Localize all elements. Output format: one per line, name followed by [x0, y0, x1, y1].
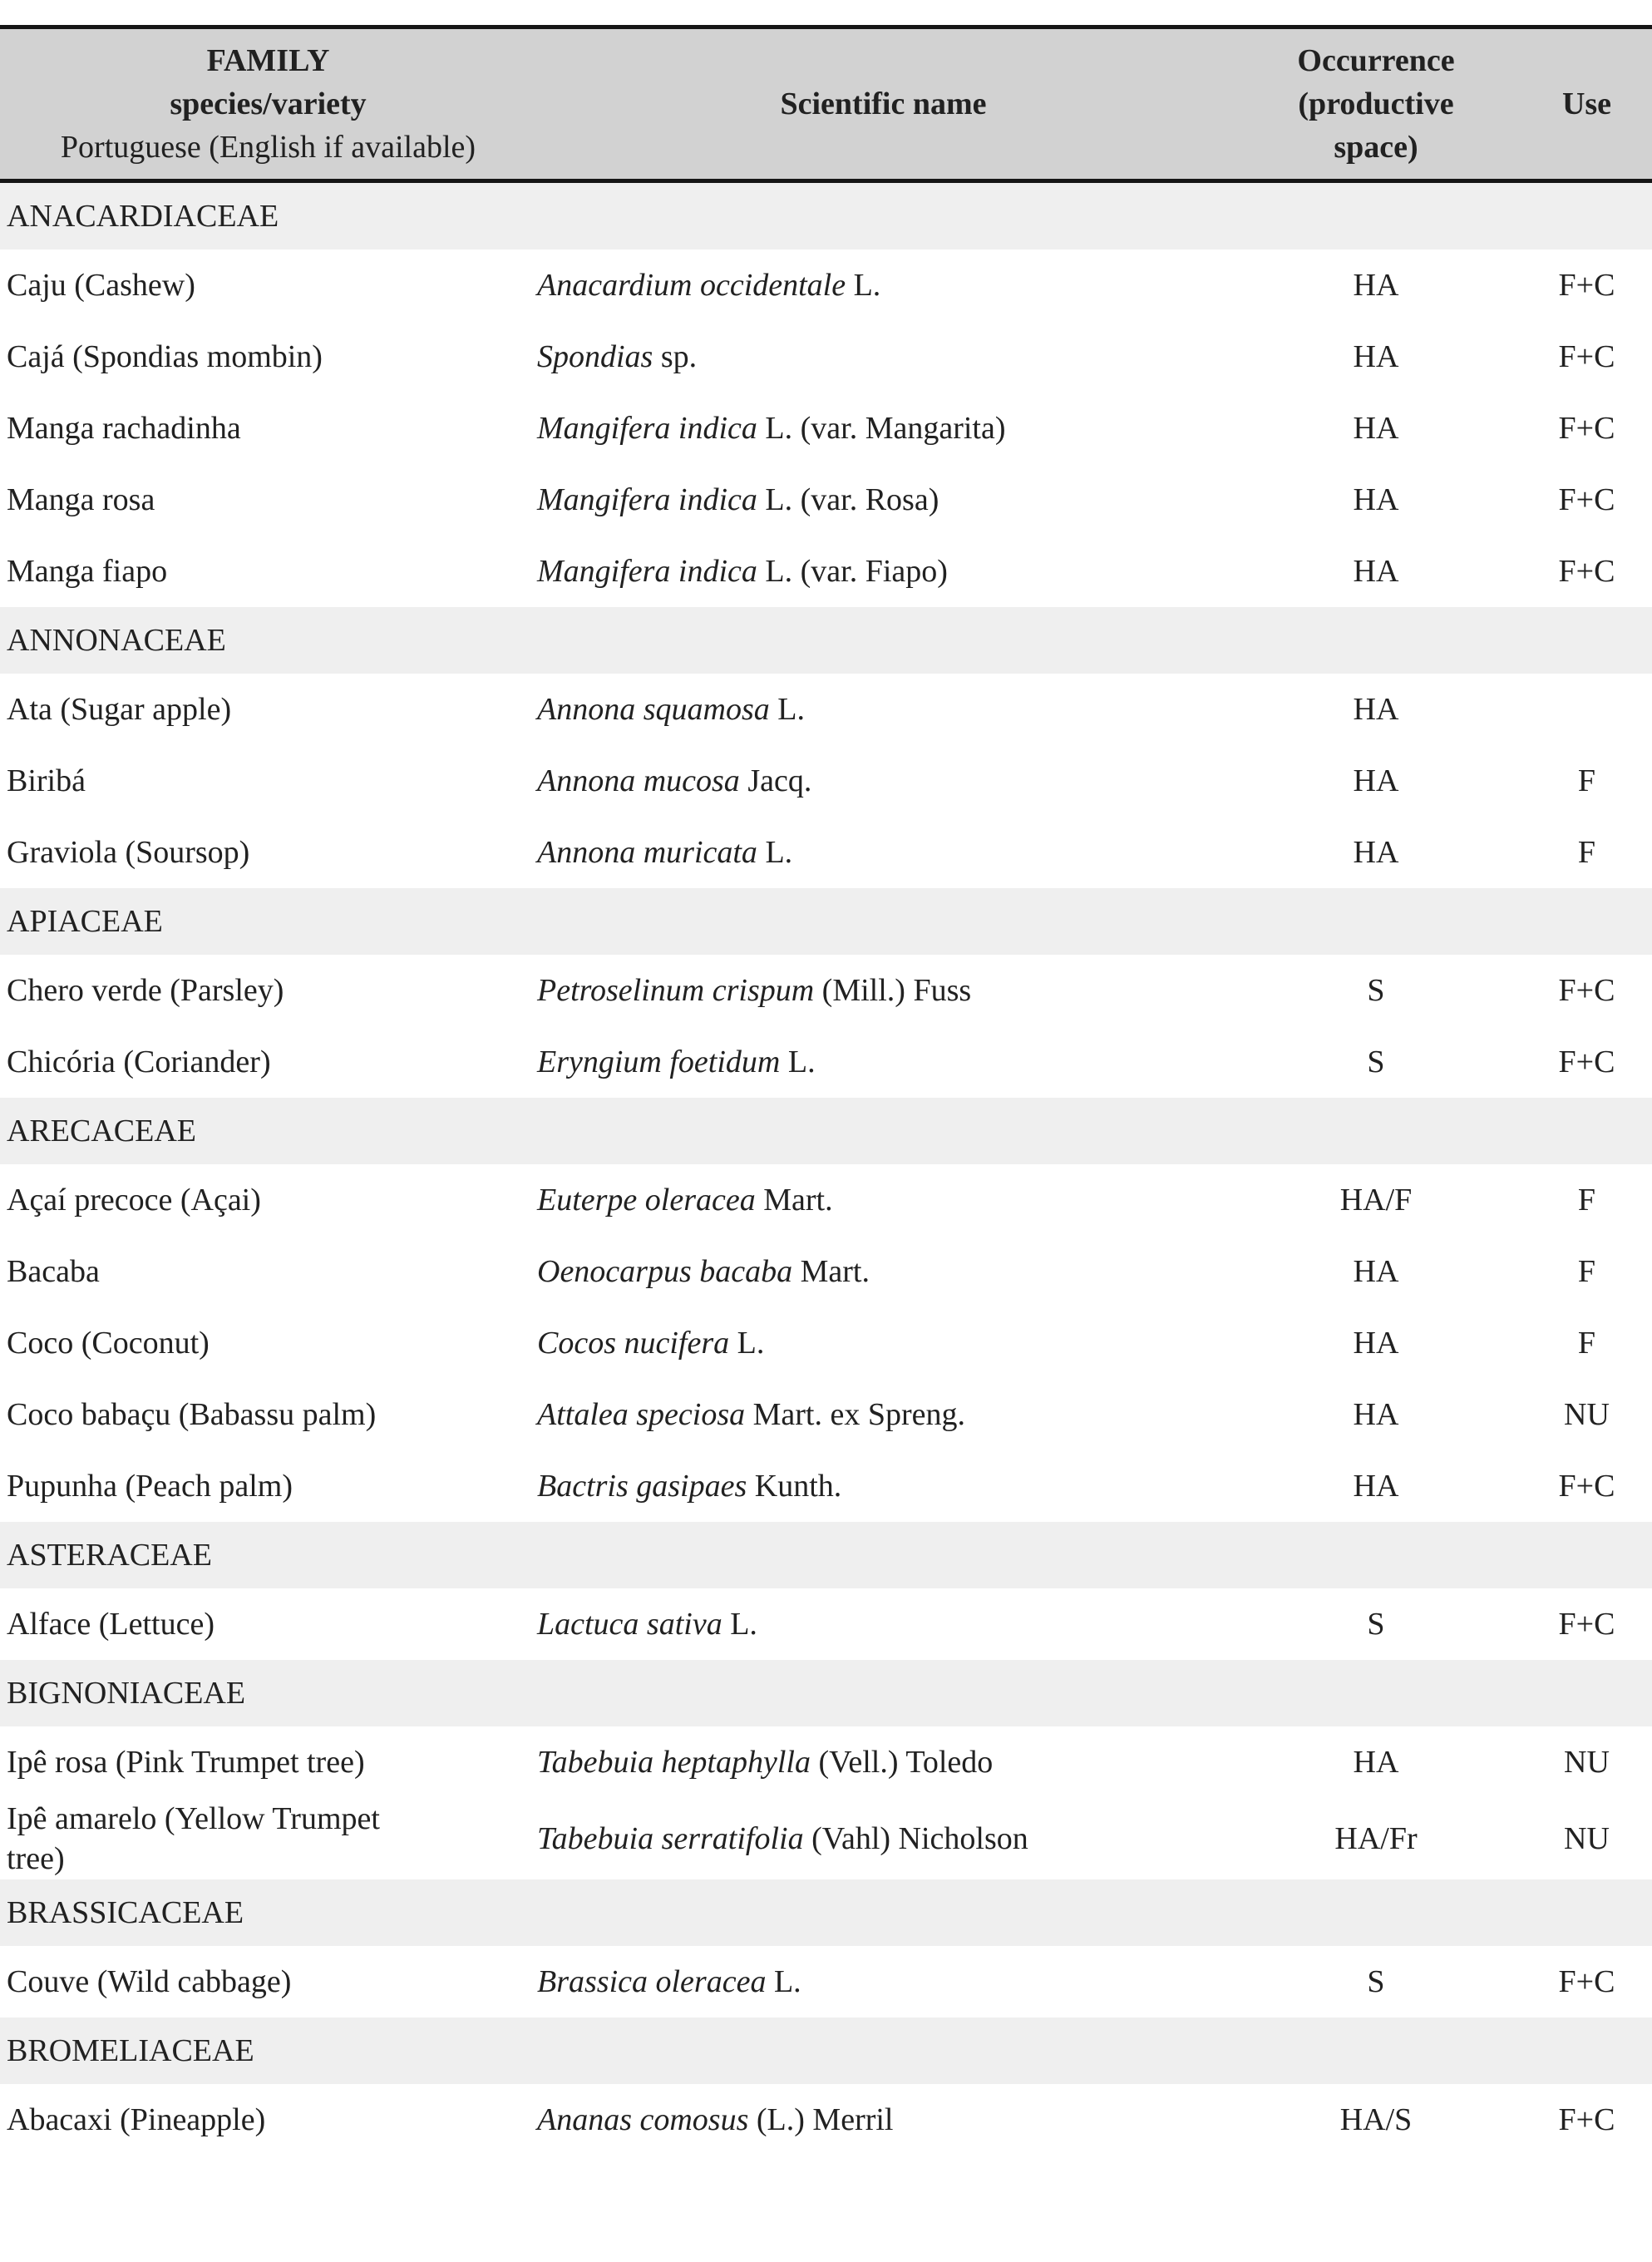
occurrence-cell: S — [1230, 1588, 1521, 1660]
scientific-name-italic: Bactris gasipaes — [537, 1469, 747, 1504]
scientific-name-author: (Mill.) Fuss — [814, 973, 972, 1008]
scientific-name-cell — [536, 464, 1230, 536]
species-name-cell: Abacaxi (Pineapple) — [0, 2084, 536, 2156]
use-cell: F+C — [1521, 393, 1652, 464]
scientific-name-italic: Mangifera indica — [537, 411, 757, 446]
use-cell: F — [1521, 1164, 1652, 1236]
scientific-name-author: L. (var. Fiapo) — [757, 554, 948, 589]
scientific-name-italic: Mangifera indica — [537, 482, 757, 517]
scientific-name-italic: Brassica oleracea — [537, 1964, 767, 1999]
occurrence-cell: S — [1230, 955, 1521, 1026]
species-name-cell: Chero verde (Parsley) — [0, 955, 536, 1026]
header-occurrence — [1230, 27, 1521, 181]
species-name-cell: Graviola (Soursop) — [0, 817, 536, 888]
use-cell: F+C — [1521, 1946, 1652, 2018]
species-row — [0, 464, 1652, 536]
species-row — [0, 321, 1652, 393]
scientific-name-cell — [536, 393, 1230, 464]
scientific-name-author: sp. — [653, 339, 698, 374]
scientific-name-italic: Annona squamosa — [537, 692, 770, 727]
family-row — [0, 181, 1652, 250]
family-name: ANNONACEAE — [0, 607, 1652, 674]
family-row — [0, 888, 1652, 955]
scientific-name-italic: Attalea speciosa — [537, 1397, 746, 1432]
species-row — [0, 955, 1652, 1026]
scientific-name-author: (Vell.) Toledo — [810, 1745, 994, 1780]
species-name-cell: Ipê rosa (Pink Trumpet tree) — [0, 1726, 536, 1798]
species-row — [0, 1164, 1652, 1236]
species-row — [0, 1379, 1652, 1450]
species-name-cell: Chicória (Coriander) — [0, 1026, 536, 1098]
header-occurrence-line1: Occurrence — [1297, 43, 1455, 78]
species-row — [0, 536, 1652, 607]
scientific-name-cell — [536, 1946, 1230, 2018]
use-cell: F — [1521, 745, 1652, 817]
scientific-name-italic: Mangifera indica — [537, 554, 757, 589]
species-name-cell: Cajá (Spondias mombin) — [0, 321, 536, 393]
family-row — [0, 607, 1652, 674]
family-row — [0, 1098, 1652, 1164]
species-table — [0, 25, 1652, 2156]
occurrence-cell: HA — [1230, 1236, 1521, 1307]
scientific-name-italic: Annona mucosa — [537, 763, 740, 798]
scientific-name-author: Mart. — [755, 1183, 833, 1217]
header-portuguese-line: Portuguese (English if available) — [60, 130, 476, 165]
scientific-name-author: Jacq. — [739, 763, 812, 798]
scientific-name-author: L. — [729, 1326, 765, 1361]
occurrence-cell: HA — [1230, 674, 1521, 745]
scientific-name-cell — [536, 745, 1230, 817]
use-cell: F — [1521, 1236, 1652, 1307]
occurrence-cell: S — [1230, 1026, 1521, 1098]
scientific-name-author: L. — [766, 1964, 801, 1999]
species-name-cell: Ipê amarelo (Yellow Trumpet tree) — [0, 1798, 536, 1879]
occurrence-cell: HA — [1230, 745, 1521, 817]
scientific-name-cell — [536, 1307, 1230, 1379]
scientific-name-italic: Spondias — [537, 339, 653, 374]
species-name-cell: Biribá — [0, 745, 536, 817]
species-row — [0, 249, 1652, 321]
species-row — [0, 1236, 1652, 1307]
scientific-name-italic: Oenocarpus bacaba — [537, 1254, 793, 1289]
family-row — [0, 1879, 1652, 1946]
scientific-name-author: L. (var. Mangarita) — [757, 411, 1006, 446]
occurrence-cell: HA — [1230, 1379, 1521, 1450]
scientific-name-author: L. — [722, 1607, 757, 1642]
use-cell: F+C — [1521, 1588, 1652, 1660]
scientific-name-italic: Ananas comosus — [537, 2102, 749, 2137]
family-row — [0, 1660, 1652, 1726]
scientific-name-author: Mart. ex Spreng. — [745, 1397, 966, 1432]
species-row — [0, 1946, 1652, 2018]
species-name-cell: Açaí precoce (Açai) — [0, 1164, 536, 1236]
family-name: BRASSICACEAE — [0, 1879, 1652, 1946]
family-row — [0, 2018, 1652, 2084]
species-name-cell: Bacaba — [0, 1236, 536, 1307]
occurrence-cell: HA — [1230, 249, 1521, 321]
scientific-name-cell — [536, 817, 1230, 888]
species-name-cell: Coco (Coconut) — [0, 1307, 536, 1379]
scientific-name-italic: Tabebuia heptaphylla — [537, 1745, 811, 1780]
use-cell: NU — [1521, 1726, 1652, 1798]
header-family-line: FAMILY — [206, 43, 330, 78]
scientific-name-cell — [536, 1236, 1230, 1307]
species-name-cell: Alface (Lettuce) — [0, 1588, 536, 1660]
occurrence-cell: HA — [1230, 393, 1521, 464]
use-cell: F — [1521, 817, 1652, 888]
use-cell: NU — [1521, 1798, 1652, 1879]
header-species-variety-line: species/variety — [170, 86, 367, 121]
scientific-name-italic: Cocos nucifera — [537, 1326, 730, 1361]
scientific-name-cell — [536, 955, 1230, 1026]
scientific-name-italic: Annona muricata — [537, 835, 757, 870]
use-cell — [1521, 674, 1652, 745]
species-name-cell: Manga rosa — [0, 464, 536, 536]
header-occurrence-line2: (productive — [1298, 86, 1454, 121]
family-name: ASTERACEAE — [0, 1522, 1652, 1588]
scientific-name-author: Kunth. — [747, 1469, 842, 1504]
table-body — [0, 181, 1652, 2156]
species-row — [0, 1588, 1652, 1660]
scientific-name-cell — [536, 1588, 1230, 1660]
family-name: BIGNONIACEAE — [0, 1660, 1652, 1726]
occurrence-cell: HA — [1230, 1450, 1521, 1522]
use-cell: F+C — [1521, 955, 1652, 1026]
species-row — [0, 1307, 1652, 1379]
scientific-name-cell — [536, 2084, 1230, 2156]
species-row — [0, 1726, 1652, 1798]
scientific-name-cell — [536, 1379, 1230, 1450]
scientific-name-italic: Anacardium occidentale — [537, 268, 846, 303]
scientific-name-cell — [536, 1798, 1230, 1879]
scientific-name-cell — [536, 536, 1230, 607]
occurrence-cell: HA — [1230, 1726, 1521, 1798]
scientific-name-cell — [536, 1450, 1230, 1522]
species-name-cell: Couve (Wild cabbage) — [0, 1946, 536, 2018]
header-occurrence-line3: space) — [1334, 130, 1418, 165]
species-row — [0, 1798, 1652, 1879]
use-cell: F+C — [1521, 321, 1652, 393]
table-header — [0, 27, 1652, 181]
scientific-name-italic: Petroselinum crispum — [537, 973, 815, 1008]
scientific-name-author: (Vahl) Nicholson — [803, 1821, 1028, 1856]
species-row — [0, 393, 1652, 464]
scientific-name-author: L. — [769, 692, 805, 727]
species-name-cell: Manga rachadinha — [0, 393, 536, 464]
header-scientific-name: Scientific name — [536, 27, 1230, 181]
header-family-species — [0, 27, 536, 181]
species-row — [0, 1026, 1652, 1098]
use-cell: F+C — [1521, 1026, 1652, 1098]
header-row — [0, 27, 1652, 181]
occurrence-cell: HA/F — [1230, 1164, 1521, 1236]
species-name-cell: Coco babaçu (Babassu palm) — [0, 1379, 536, 1450]
occurrence-cell: S — [1230, 1946, 1521, 2018]
scientific-name-cell — [536, 1726, 1230, 1798]
scientific-name-italic: Euterpe oleracea — [537, 1183, 756, 1217]
scientific-name-author: (L.) Merril — [748, 2102, 894, 2137]
use-cell: F+C — [1521, 536, 1652, 607]
scientific-name-italic: Eryngium foetidum — [537, 1045, 781, 1079]
species-row — [0, 745, 1652, 817]
family-name: ARECACEAE — [0, 1098, 1652, 1164]
occurrence-cell: HA/S — [1230, 2084, 1521, 2156]
use-cell: NU — [1521, 1379, 1652, 1450]
scientific-name-author: Mart. — [792, 1254, 870, 1289]
family-name: APIACEAE — [0, 888, 1652, 955]
species-name-cell: Pupunha (Peach palm) — [0, 1450, 536, 1522]
scientific-name-cell — [536, 1164, 1230, 1236]
scientific-name-cell — [536, 1026, 1230, 1098]
occurrence-cell: HA/Fr — [1230, 1798, 1521, 1879]
scientific-name-cell — [536, 249, 1230, 321]
occurrence-cell: HA — [1230, 1307, 1521, 1379]
species-row — [0, 674, 1652, 745]
species-row — [0, 2084, 1652, 2156]
family-name: BROMELIACEAE — [0, 2018, 1652, 2084]
scientific-name-italic: Lactuca sativa — [537, 1607, 722, 1642]
use-cell: F+C — [1521, 464, 1652, 536]
use-cell: F+C — [1521, 2084, 1652, 2156]
family-row — [0, 1522, 1652, 1588]
species-row — [0, 1450, 1652, 1522]
use-cell: F+C — [1521, 1450, 1652, 1522]
scientific-name-cell — [536, 674, 1230, 745]
species-row — [0, 817, 1652, 888]
species-name-cell: Caju (Cashew) — [0, 249, 536, 321]
family-name: ANACARDIACEAE — [0, 181, 1652, 250]
use-cell: F+C — [1521, 249, 1652, 321]
species-name-cell: Manga fiapo — [0, 536, 536, 607]
scientific-name-author: L. — [757, 835, 793, 870]
occurrence-cell: HA — [1230, 817, 1521, 888]
scientific-name-author: L. — [780, 1045, 816, 1079]
use-cell: F — [1521, 1307, 1652, 1379]
occurrence-cell: HA — [1230, 464, 1521, 536]
scientific-name-cell — [536, 321, 1230, 393]
header-use: Use — [1521, 27, 1652, 181]
species-name-cell: Ata (Sugar apple) — [0, 674, 536, 745]
occurrence-cell: HA — [1230, 536, 1521, 607]
occurrence-cell: HA — [1230, 321, 1521, 393]
scientific-name-author: L. — [846, 268, 881, 303]
scientific-name-author: L. (var. Rosa) — [757, 482, 939, 517]
scientific-name-italic: Tabebuia serratifolia — [537, 1821, 804, 1856]
